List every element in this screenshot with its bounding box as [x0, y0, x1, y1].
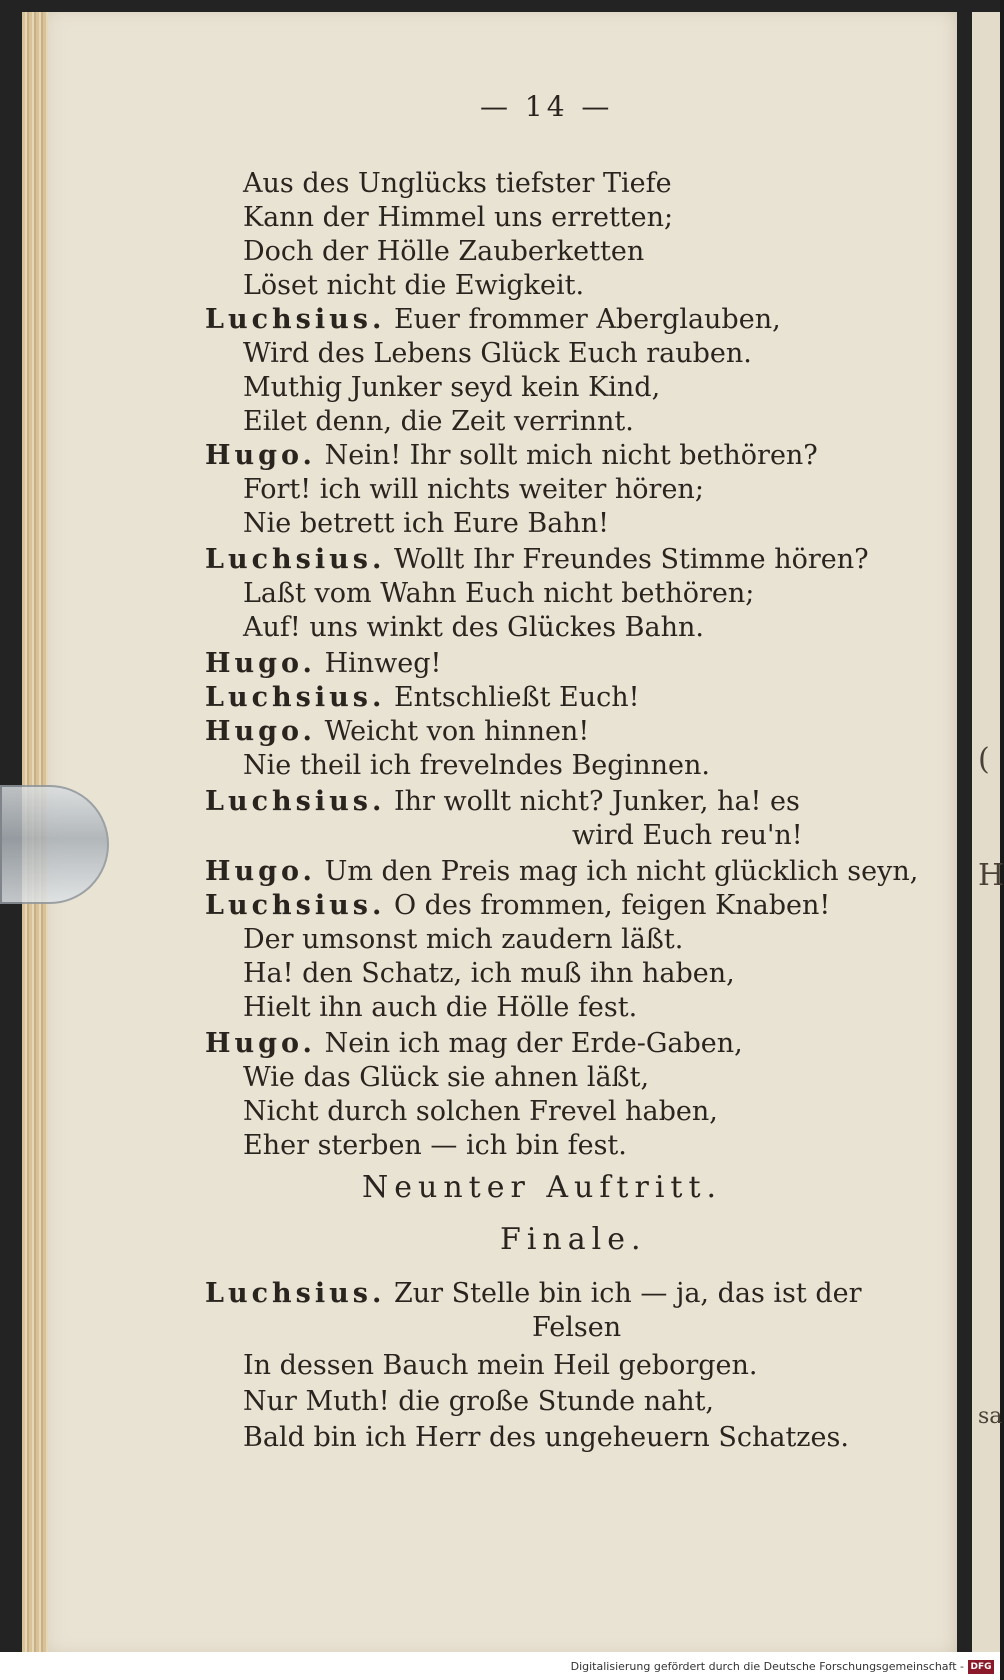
verse-text: Eilet denn, die Zeit verrinnt. [243, 406, 634, 437]
verse-line [243, 1096, 718, 1127]
verse-line [243, 958, 735, 989]
verse-text: Euer frommer Aberglauben, [393, 304, 781, 335]
speaker-name: Hugo. [205, 856, 316, 887]
margin-glyph: ( [978, 742, 990, 777]
verse-line [205, 1028, 743, 1059]
finale-line [532, 1312, 621, 1343]
finale-line [243, 1386, 714, 1417]
verse-text: Hielt ihn auch die Hölle fest. [243, 992, 638, 1023]
verse-line [243, 924, 683, 955]
margin-glyph: H [978, 858, 1004, 893]
verse-text: Wird des Lebens Glück Euch rauben. [243, 338, 752, 369]
verse-text: wird Euch reu'n! [572, 820, 803, 851]
verse-line [205, 440, 818, 471]
verse-line [205, 716, 589, 747]
speaker-name: Hugo. [205, 648, 316, 679]
verse-text: Um den Preis mag ich nicht glücklich seyn, [324, 856, 919, 887]
verse-line [243, 1130, 627, 1161]
verse-line [243, 578, 754, 609]
page-number: — 14 — [480, 90, 614, 123]
finale-line [205, 1278, 862, 1309]
verse-text: Nie theil ich frevelndes Beginnen. [243, 750, 710, 781]
verse-line [572, 820, 803, 851]
verse-text: Nein ich mag der Erde-Gaben, [324, 1028, 743, 1059]
verse-text: Doch der Hölle Zauberketten [243, 236, 645, 267]
verse-text: In dessen Bauch mein Heil geborgen. [243, 1350, 758, 1381]
verse-line [205, 890, 830, 921]
verse-text: Aus des Unglücks tiefster Tiefe [243, 168, 672, 199]
verse-text: Auf! uns winkt des Glückes Bahn. [243, 612, 704, 643]
verse-text: Nur Muth! die große Stunde naht, [243, 1386, 715, 1417]
speaker-name: Luchsius. [205, 304, 386, 335]
verse-line [243, 236, 644, 267]
verse-line [243, 372, 660, 403]
speaker-name: Luchsius. [205, 890, 386, 921]
speaker-name: Luchsius. [205, 682, 386, 713]
verse-line [243, 270, 584, 301]
verse-line [205, 544, 869, 575]
verse-text: Ha! den Schatz, ich muß ihn haben, [243, 958, 735, 989]
verse-line [205, 786, 800, 817]
verse-line [205, 648, 441, 679]
speaker-name: Luchsius. [205, 786, 386, 817]
verse-line [243, 750, 710, 781]
verse-line [205, 304, 781, 335]
dfg-logo: DFG [968, 1660, 994, 1674]
verse-text: Ihr wollt nicht? Junker, ha! es [393, 786, 800, 817]
verse-text: Der umsonst mich zaudern läßt. [243, 924, 684, 955]
speaker-name: Hugo. [205, 1028, 316, 1059]
verse-line [205, 856, 918, 887]
verse-line [243, 992, 637, 1023]
verse-text: Nein! Ihr sollt mich nicht bethören? [324, 440, 818, 471]
scene-subtitle: Finale. [500, 1222, 647, 1257]
verse-text: O des frommen, feigen Knaben! [393, 890, 831, 921]
speaker-name: Luchsius. [205, 1278, 386, 1309]
verse-line [243, 338, 752, 369]
verse-text: Muthig Junker seyd kein Kind, [243, 372, 661, 403]
verse-text: Felsen [532, 1312, 622, 1343]
verse-line [243, 508, 609, 539]
speaker-name: Luchsius. [205, 544, 386, 575]
verse-line [205, 682, 639, 713]
finale-line [243, 1350, 758, 1381]
verse-line [243, 406, 634, 437]
verse-line [243, 612, 704, 643]
margin-glyph: sa [978, 1404, 1003, 1429]
verse-line [243, 168, 672, 199]
verse-text: Weicht von hinnen! [324, 716, 590, 747]
verse-text: Hinweg! [324, 648, 442, 679]
verse-text: Laßt vom Wahn Euch nicht bethören; [243, 578, 755, 609]
verse-text: Zur Stelle bin ich — ja, das ist der [393, 1278, 862, 1309]
verse-text: Eher sterben — ich bin fest. [243, 1130, 627, 1161]
speaker-name: Hugo. [205, 440, 316, 471]
verse-text: Wollt Ihr Freundes Stimme hören? [393, 544, 869, 575]
verse-text: Fort! ich will nichts weiter hören; [243, 474, 704, 505]
verse-line [243, 1062, 649, 1093]
verse-text: Bald bin ich Herr des ungeheuern Schatzes. [243, 1422, 849, 1453]
verse-text: Nie betrett ich Eure Bahn! [243, 508, 609, 539]
verse-text: Kann der Himmel uns erretten; [243, 202, 674, 233]
verse-line [243, 202, 673, 233]
verse-text: Nicht durch solchen Frevel haben, [243, 1096, 718, 1127]
verse-line [243, 474, 704, 505]
footer-credit: Digitalisierung gefördert durch die Deutsche Forschungsgemeinschaft - [570, 1660, 964, 1673]
verse-text: Löset nicht die Ewigkeit. [243, 270, 585, 301]
speaker-name: Hugo. [205, 716, 316, 747]
verse-text: Wie das Glück sie ahnen läßt, [243, 1062, 650, 1093]
verse-text: Entschließt Euch! [393, 682, 640, 713]
scene-title: Neunter Auftritt. [362, 1170, 723, 1205]
finale-line [243, 1422, 849, 1453]
